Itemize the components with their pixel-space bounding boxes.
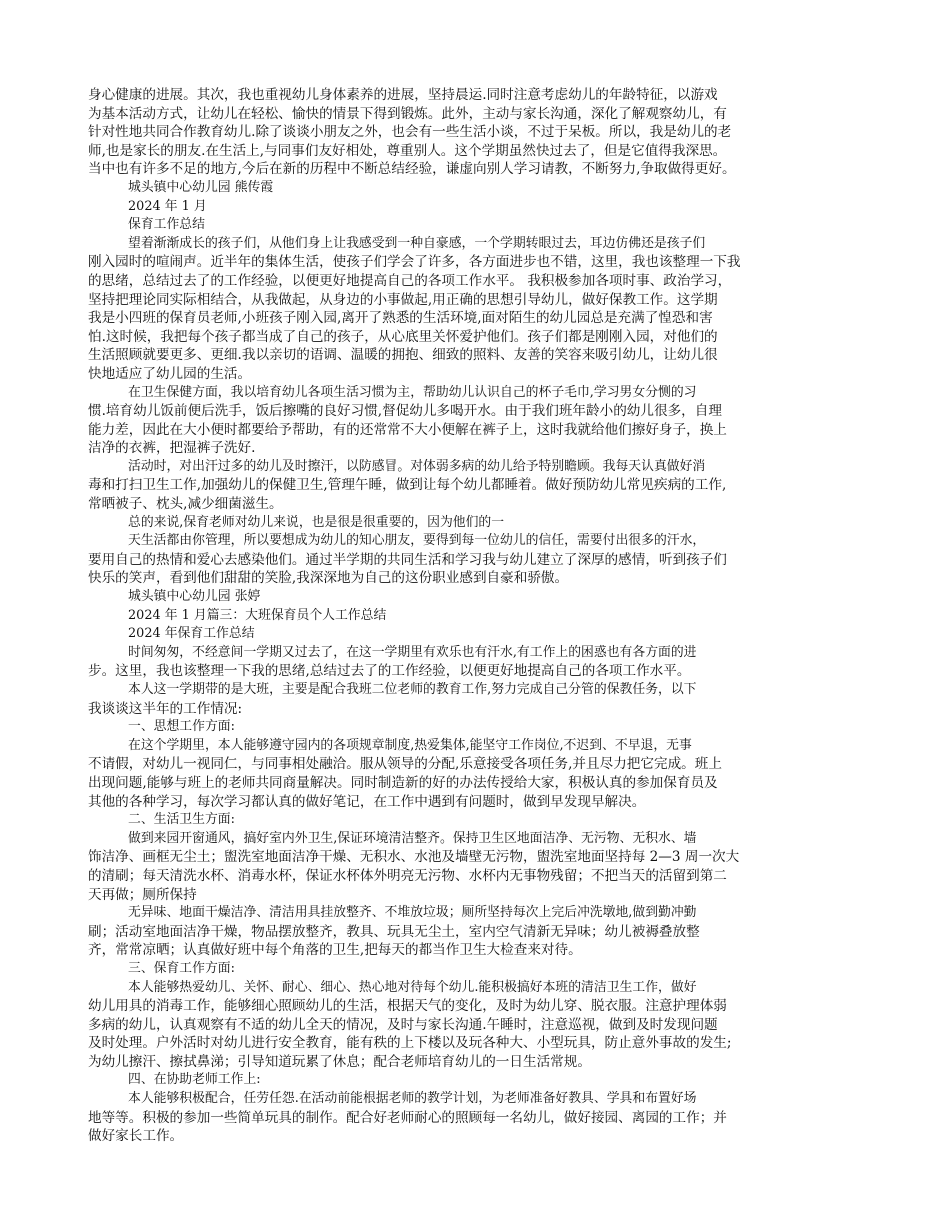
text-line: 无异味、地面干燥洁净、清洁用具挂放整齐、不堆放垃圾；厕所坚持每次上完后冲洗墩地,做到勤冲勤: [128, 905, 697, 921]
text-line: 常晒被子、枕头,减少细菌滋生。: [88, 496, 283, 513]
text-line: 多病的幼儿，认真观察有不适的幼儿全天的情况，及时与家长沟通.午睡时，注意巡视，做到及时发现问题: [88, 1016, 718, 1033]
text-line: 为幼儿擦汗、擦拭鼻涕；引导知道玩累了休息；配合老师培育幼儿的一日生活常规。: [88, 1053, 591, 1070]
text-line: 我是小四班的保育员老师,小班孩子刚入园,离开了熟悉的生活环境,面对陌生的幼儿园总是充满了惶恐和害: [88, 310, 713, 327]
text-line: 步。这里，我也该整理一下我的思绪,总结过去了的工作经验，以便更好地提高自己的各项工作水平。: [88, 663, 691, 680]
text-line: 为基本活动方式，让幼儿在轻松、愉快的情景下得到锻炼。此外，主动与家长沟通，深化了解观察幼儿，有: [88, 105, 727, 122]
text-line: 刚入园时的喧闹声。近半年的集体生活，使孩子们学会了许多，各方面进步也不错，这里，我也该整理一下我: [88, 254, 741, 271]
text-line: 针对性地共同合作教育幼儿.除了谈谈小朋友之外，也会有一些生活小谈，不过于呆板。所以，我是幼儿的老: [88, 124, 732, 141]
text-line: 身心健康的进展。其次，我也重视幼儿身体素养的进展，坚持晨运.同时注意考虑幼儿的年龄特征，以游戏: [88, 87, 718, 103]
text-line: 天生活都由你管理，所以要想成为幼儿的知心朋友，要得到每一位幼儿的信任，需要付出很多的汗水，: [128, 533, 706, 549]
text-line: 幼儿用具的消毒工作，能够细心照顾幼儿的生活，根据天气的变化，及时为幼儿穿、脱衣服。注意护理体弱: [88, 998, 727, 1015]
text-line: 我谈谈这半年的工作情况:: [88, 700, 243, 717]
text-line: 刷；活动室地面洁净干燥，物品摆放整齐，教具、玩具无尘土，室内空气清新无异味；幼儿被褥叠放整: [88, 923, 700, 940]
text-line: 怕.这时候，我把每个孩子都当成了自己的孩子，从心底里关怀爱护他们。孩子们都是刚刚入园，对他们的: [88, 328, 718, 345]
text-line: 本人能够积极配合，任劳任怨.在活动前能根据老师的教学计划，为老师准备好教具、学具和布置好场: [128, 1091, 697, 1107]
text-line: 惯.培育幼儿饭前便后洗手，饭后擦嘴的良好习惯,督促幼儿多喝开水。由于我们班年龄小的幼儿很多，自理: [88, 403, 722, 420]
text-line: 三、保育工作方面:: [128, 960, 235, 976]
text-line: 快地适应了幼儿园的生活。: [88, 365, 252, 382]
text-line: 2024 年 1 月: [128, 198, 207, 214]
document-body: [88, 86, 862, 1146]
text-line: 二、生活卫生方面:: [128, 812, 235, 828]
text-line: 在卫生保健方面，我以培育幼儿各项生活习惯为主，帮助幼儿认识自己的杯子毛巾,学习男女分恻的习: [128, 384, 697, 400]
text-line: 的思绪，总结过去了的工作经验，以便更好地提高自己的各项工作水平。 我积极参加各项时事、政治学习，: [88, 272, 732, 289]
text-line: 四、在协助老师工作上:: [128, 1072, 261, 1088]
text-line: 2024 年 1 月篇三：大班保育员个人工作总结: [128, 607, 387, 623]
text-line: 2024 年保育工作总结: [128, 626, 255, 642]
text-line: 时间匆匆，不经意间一学期又过去了，在这一学期里有欢乐也有汗水,有工作上的困惑也有各方面的进: [128, 644, 697, 660]
text-line: 做好家长工作。: [88, 1128, 184, 1145]
text-line: 生活照顾就要更多、更细.我以亲切的语调、温暖的拥抱、细致的照料、友善的笑容来吸引幼儿，让幼儿很: [88, 347, 718, 364]
text-line: 城头镇中心幼儿园 熊传霞: [128, 179, 274, 195]
text-line: 快乐的笑声，看到他们甜甜的笑脸,我深深地为自己的这份职业感到自豪和骄傲。: [88, 570, 569, 587]
text-line: 的清刷；每天清洗水杯、消毒水杯，保证水杯体外明亮无污物、水杯内无事物残留；不把当天的活留到第二: [88, 867, 727, 884]
text-line: 保育工作总结: [128, 217, 205, 233]
text-line: 能力差，因此在大小便时都要给予帮助，有的还常常不大小便解在裤子上，这时我就给他们擦好身子，换上: [88, 421, 727, 438]
text-line: 其他的各种学习，每次学习都认真的做好笔记，在工作中遇到有问题时，做到早发现早解决。: [88, 793, 646, 810]
text-line: 总的来说,保育老师对幼儿来说，也是很是很重要的，因为他们的一: [128, 514, 505, 530]
text-line: 及时处理。户外活时对幼儿进行安全教育，能有秩的上下楼以及玩各种大、小型玩具，防止意外事故的发生;: [88, 1035, 732, 1052]
text-line: 出现问题,能够与班上的老师共同商量解决。同时制造新的好的办法传授给大家，积极认真的参加保育员及: [88, 774, 718, 791]
text-line: 要用自己的热情和爱心去感染他们。通过半学期的共同生活和学习我与幼儿建立了深厚的感情，听到孩子们: [88, 551, 727, 568]
text-line: 望着渐渐成长的孩子们，从他们身上让我感受到一种自豪感，一个学期转眼过去，耳边仿佛还是孩子们: [128, 235, 706, 251]
text-line: 坚持把理论同实际相结合，从我做起，从身边的小事做起,用正确的思想引导幼儿，做好保教工作。这学期: [88, 291, 718, 308]
text-line: 城头镇中心幼儿园 张婷: [128, 589, 261, 605]
text-line: 地等等。积极的参加一些简单玩具的制作。配合好老师耐心的照顾每一名幼儿，做好接园、离园的工作；并: [88, 1109, 727, 1126]
text-line: 做到来园开窗通风，搞好室内外卫生,保证环境清洁整齐。保持卫生区地面洁净、无污物、无积水、墙: [128, 830, 697, 846]
text-line: 活动时，对出汗过多的幼儿及时擦汗，以防感冒。对体弱多病的幼儿给予特别瞻顾。我每天认真做好消: [128, 458, 706, 474]
text-line: 一、思想工作方面:: [128, 719, 235, 735]
text-line: 师,也是家长的朋友.在生活上,与同事们友好相处，尊重别人。这个学期虽然快过去了，但是它值得我深思。: [88, 142, 727, 159]
text-line: 毒和打扫卫生工作,加强幼儿的保健卫生,管理午睡，做到让每个幼儿都睡着。做好预防幼儿常见疾病的工作,: [88, 477, 727, 494]
text-line: 饰洁净、画框无尘土；盥洗室地面洁净干燥、无积水、水池及墙壁无污物，盥洗室地面坚持每 2—3 周一次大: [88, 849, 740, 866]
text-line: 当中也有许多不足的地方,今后在新的历程中不断总结经验，谦虚向别人学习请教，不断努力,争取做得更好。: [88, 161, 736, 178]
text-line: 本人能够热爱幼儿、关怀、耐心、细心、热心地对待每个幼儿.能积极搞好本班的清洁卫生工作，做好: [128, 979, 697, 995]
text-line: 不请假，对幼儿一视同仁，与同事相处融洽。服从领导的分配,乐意接受各项任务,并且尽力把它完成。班上: [88, 756, 722, 773]
text-line: 洁净的衣裤，把湿裤子洗好.: [88, 440, 256, 457]
text-line: 齐，常常凉晒；认真做好班中每个角落的卫生,把每天的都当作卫生大检查来对待。: [88, 942, 582, 959]
text-line: 天再做；厕所保持: [88, 886, 197, 903]
text-line: 在这个学期里，本人能够遵守园内的各项规章制度,热爱集体,能坚守工作岗位,不迟到、不早退，无事: [128, 737, 692, 753]
text-line: 本人这一学期带的是大班，主要是配合我班二位老师的教育工作,努力完成自己分管的保教任务，以下: [128, 682, 697, 697]
